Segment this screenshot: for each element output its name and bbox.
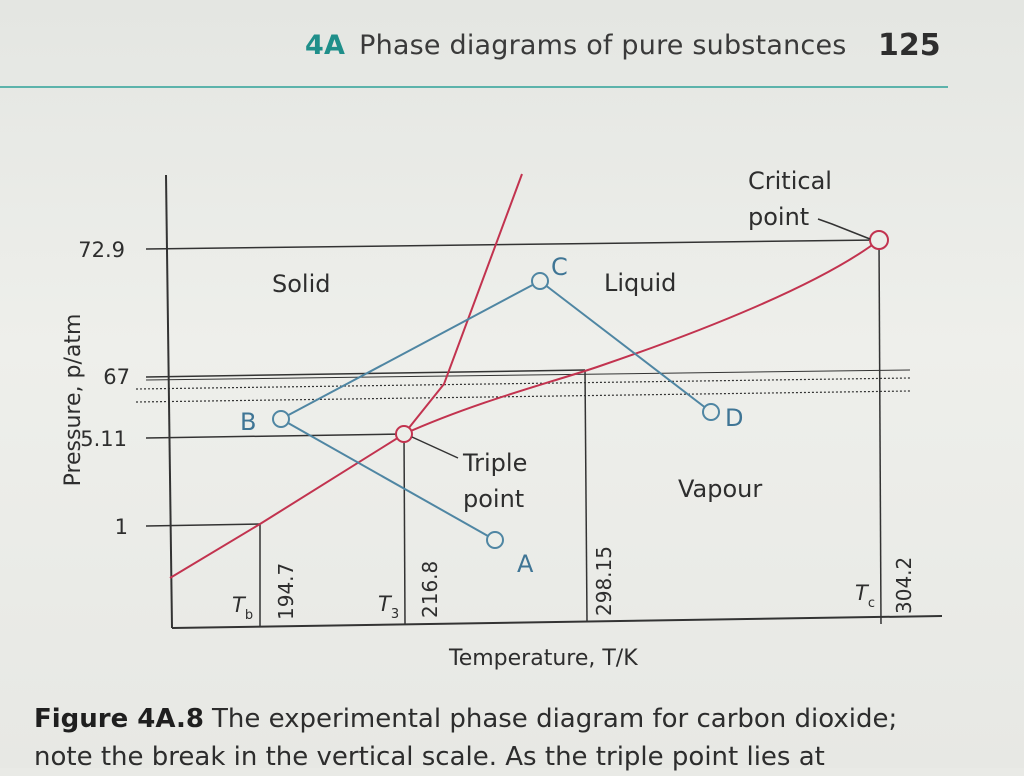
y-tick-label: 5.11 bbox=[80, 427, 127, 451]
vline-304-2 bbox=[879, 240, 881, 624]
symbol-main: T bbox=[855, 581, 868, 605]
point-c-marker bbox=[532, 273, 548, 289]
point-label-b: B bbox=[240, 408, 257, 436]
region-label-solid: Solid bbox=[272, 270, 331, 298]
path-line-b-a bbox=[281, 419, 495, 540]
symbol-subscript: b bbox=[244, 608, 254, 623]
symbol-subscript: 3 bbox=[390, 607, 400, 622]
x-value-label-304-2: 304.2 bbox=[892, 556, 916, 614]
critical-point-pointer bbox=[818, 219, 870, 239]
y-tick-label: 67 bbox=[103, 365, 130, 389]
symbol-t-c bbox=[855, 581, 875, 611]
gridline-72-9 bbox=[146, 240, 878, 249]
symbol-t-3 bbox=[378, 592, 399, 622]
point-label-a: A bbox=[517, 550, 534, 578]
y-tick-label: 1 bbox=[114, 515, 128, 539]
point-b-marker bbox=[273, 411, 289, 427]
critical-point-label-line2: point bbox=[748, 203, 810, 231]
figure-caption bbox=[34, 700, 994, 776]
gridline-1 bbox=[146, 524, 260, 526]
caption-text: The experimental phase diagram for carbon dioxide; bbox=[211, 704, 898, 734]
point-label-d: D bbox=[725, 404, 744, 432]
melting-curve bbox=[404, 174, 522, 434]
critical-point-label-line1: Critical bbox=[748, 167, 832, 195]
point-a-marker bbox=[487, 532, 503, 548]
triple-point-pointer bbox=[412, 437, 458, 458]
symbol-t-b bbox=[232, 593, 253, 623]
symbol-subscript: c bbox=[867, 596, 875, 611]
section-title: Phase diagrams of pure substances bbox=[359, 30, 847, 61]
caption-line-2: note the break in the vertical scale. As the triple point lies at bbox=[34, 742, 825, 772]
x-value-label-298-15: 298.15 bbox=[592, 546, 616, 616]
x-value-label-194-7: 194.7 bbox=[274, 562, 298, 620]
y-axis-title: Pressure, p/atm bbox=[61, 313, 86, 487]
page-number: 125 bbox=[878, 28, 941, 63]
triple-point-label-line2: point bbox=[463, 485, 525, 513]
y-tick-label: 72.9 bbox=[78, 238, 125, 262]
gridline-5-11 bbox=[146, 434, 404, 438]
critical-point-marker bbox=[870, 231, 888, 249]
vline-216-8 bbox=[404, 434, 405, 624]
vline-298-15 bbox=[585, 370, 587, 621]
x-axis-title: Temperature, T/K bbox=[449, 646, 638, 671]
region-label-liquid: Liquid bbox=[604, 269, 677, 297]
symbol-main: T bbox=[378, 592, 391, 616]
point-d-marker bbox=[703, 404, 719, 420]
section-number: 4A bbox=[305, 30, 346, 61]
symbol-main: T bbox=[232, 593, 245, 617]
caption-figure-label: Figure 4A.8 bbox=[34, 704, 204, 734]
caption-line-1 bbox=[34, 700, 994, 738]
triple-point-marker bbox=[396, 426, 412, 442]
region-label-vapour: Vapour bbox=[678, 475, 763, 503]
triple-point-label-line1: Triple bbox=[463, 449, 528, 477]
point-label-c: C bbox=[551, 253, 568, 281]
scale-break-lower bbox=[136, 391, 910, 402]
scale-break-upper bbox=[136, 378, 910, 389]
x-value-label-216-8: 216.8 bbox=[418, 560, 442, 618]
